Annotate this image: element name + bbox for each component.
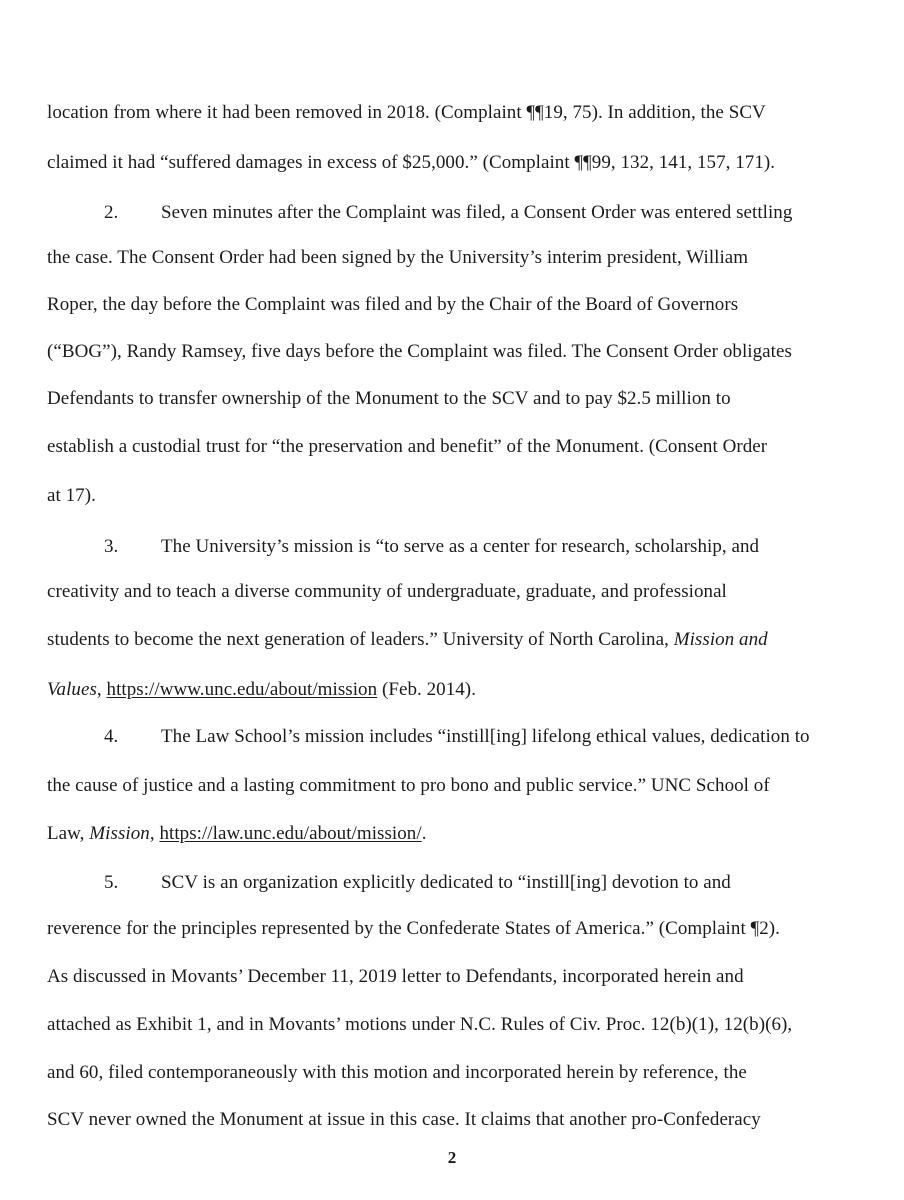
text-line: the case. The Consent Order had been signed by the University’s interim president, William xyxy=(47,247,749,268)
page-number: 2 xyxy=(447,1148,457,1167)
text-segment: Law, xyxy=(47,823,85,844)
law-mission-url-link[interactable]: https://law.unc.edu/about/mission/ xyxy=(159,823,422,844)
text-line xyxy=(47,678,476,702)
paragraph-number: 2. xyxy=(104,202,119,223)
citation-title-italic: Mission and xyxy=(673,629,768,650)
text-line xyxy=(47,628,768,652)
text-line: reverence for the principles represented by the Confederate States of America.” (Complaint ¶2). xyxy=(47,918,780,939)
text-line: The University’s mission is “to serve as a center for research, scholarship, and xyxy=(161,536,760,557)
text-line: establish a custodial trust for “the preservation and benefit” of the Monument. (Consent Order xyxy=(47,436,768,457)
text-line: As discussed in Movants’ December 11, 2019 letter to Defendants, incorporated herein and xyxy=(47,966,744,987)
text-line: creativity and to teach a diverse community of undergraduate, graduate, and professional xyxy=(47,581,727,602)
text-line: The Law School’s mission includes “instill[ing] lifelong ethical values, dedication to xyxy=(161,726,810,747)
text-segment: (Feb. 2014). xyxy=(381,679,476,700)
text-line xyxy=(47,822,427,846)
text-line: claimed it had “suffered damages in excess of $25,000.” (Complaint ¶¶99, 132, 141, 157, 171). xyxy=(47,152,776,173)
text-line: SCV is an organization explicitly dedicated to “instill[ing] devotion to and xyxy=(161,872,731,893)
mission-url-link[interactable]: https://www.unc.edu/about/mission xyxy=(106,679,378,700)
text-segment: . xyxy=(421,823,427,844)
text-line: the cause of justice and a lasting commitment to pro bono and public service.” UNC School of xyxy=(47,775,770,796)
text-segment: students to become the next generation of leaders.” University of North Carolina, xyxy=(47,629,669,650)
text-line: SCV never owned the Monument at issue in this case. It claims that another pro-Confederacy xyxy=(47,1109,761,1130)
paragraph-number: 4. xyxy=(104,726,119,747)
text-line: Seven minutes after the Complaint was filed, a Consent Order was entered settling xyxy=(161,202,793,223)
citation-title-italic: Mission xyxy=(89,823,150,844)
citation-title-italic: Values xyxy=(47,679,97,700)
text-segment: , xyxy=(149,823,155,844)
text-line: Defendants to transfer ownership of the Monument to the SCV and to pay $2.5 million to xyxy=(47,388,731,409)
text-segment: , xyxy=(96,679,102,700)
paragraph-number: 5. xyxy=(104,872,119,893)
text-line: location from where it had been removed in 2018. (Complaint ¶¶19, 75). In addition, the SCV xyxy=(47,102,766,123)
text-line: (“BOG”), Randy Ramsey, five days before the Complaint was filed. The Consent Order obligates xyxy=(47,341,792,362)
text-line: Roper, the day before the Complaint was filed and by the Chair of the Board of Governors xyxy=(47,294,739,315)
paragraph-number: 3. xyxy=(104,536,119,557)
text-line: at 17). xyxy=(47,485,96,506)
text-line: attached as Exhibit 1, and in Movants’ motions under N.C. Rules of Civ. Proc. 12(b)(1), 12(b)(6), xyxy=(47,1014,793,1035)
text-line: and 60, filed contemporaneously with this motion and incorporated herein by reference, the xyxy=(47,1062,747,1083)
